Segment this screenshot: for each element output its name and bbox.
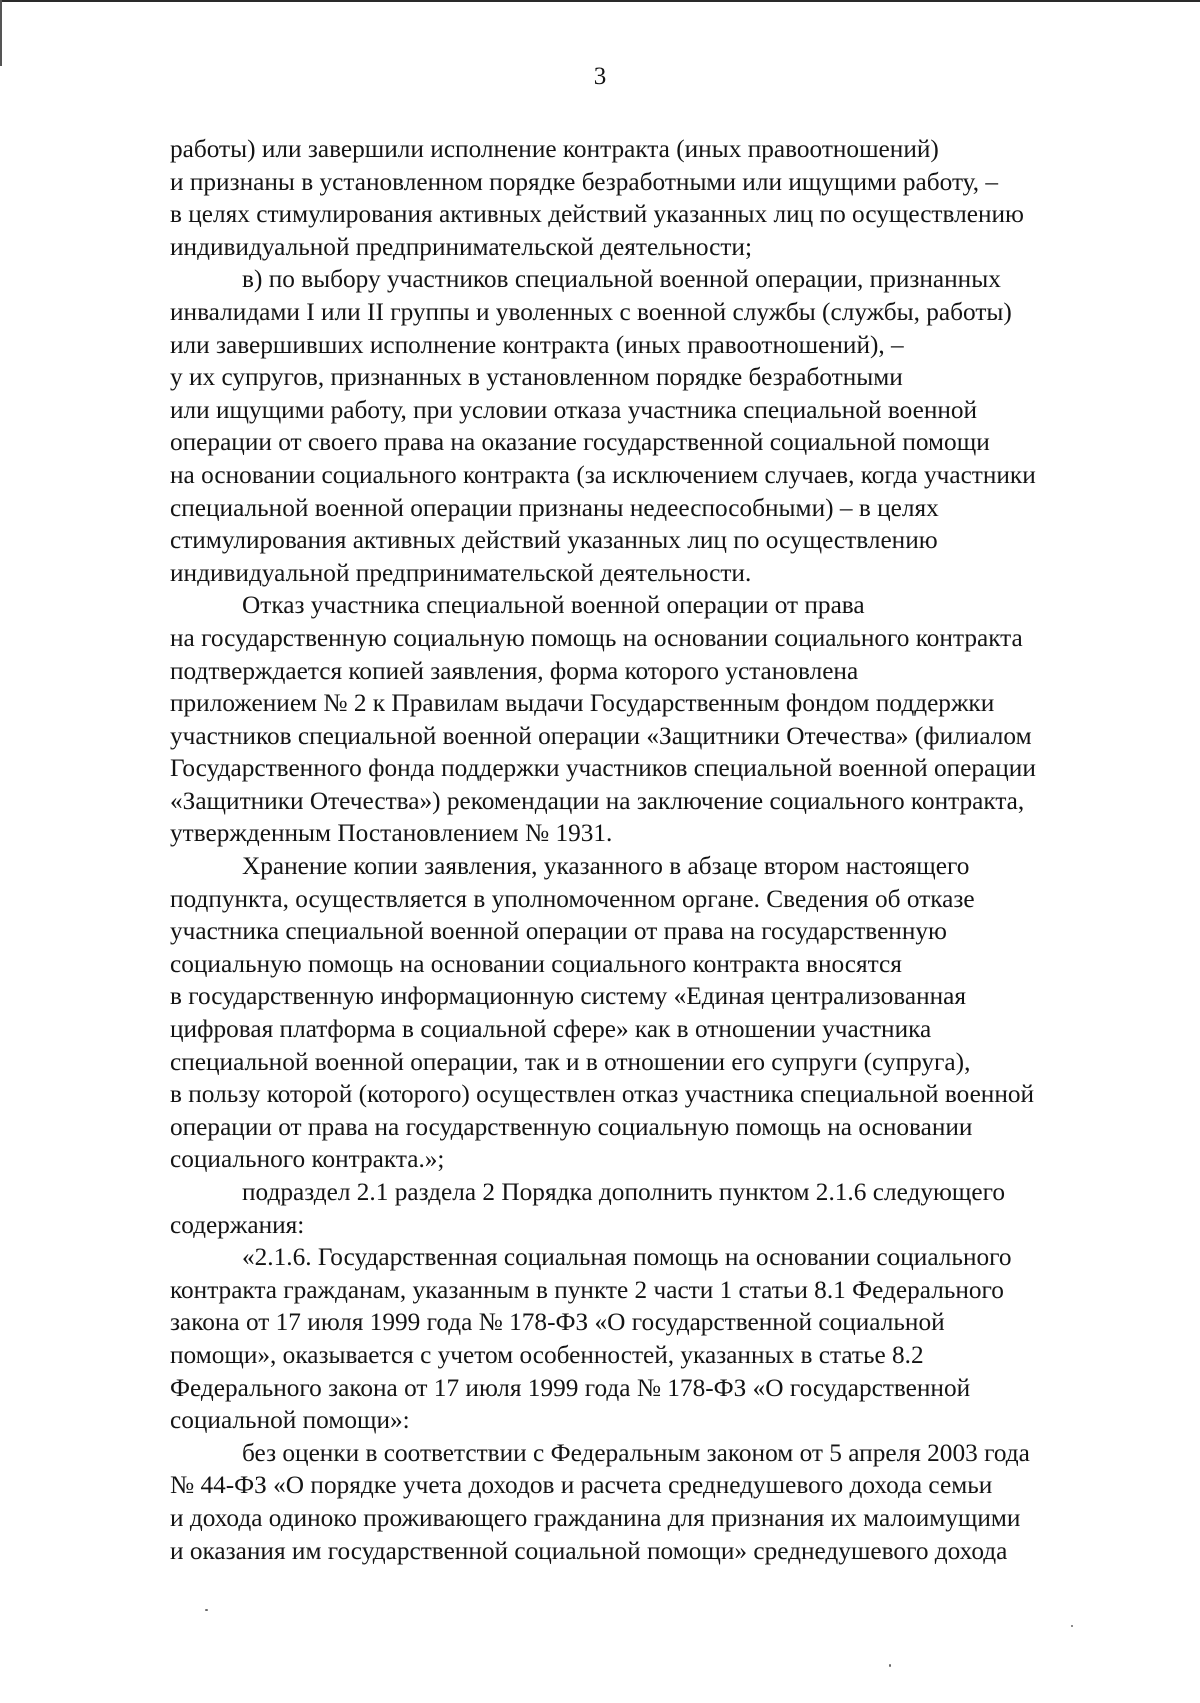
scan-speck	[1071, 1625, 1073, 1627]
text-line: без оценки в соответствии с Федеральным законом от 5 апреля 2003 года	[242, 1438, 1030, 1467]
text-line: операции от своего права на оказание государственной социальной помощи	[170, 428, 990, 457]
text-line: цифровая платформа в социальной сфере» как в отношении участника	[170, 1015, 932, 1044]
text-line: социальной помощи»:	[170, 1406, 410, 1435]
text-line: Хранение копии заявления, указанного в абзаце втором настоящего	[242, 852, 970, 881]
scan-speck	[205, 1609, 208, 1611]
text-line: инвалидами I или II группы и уволенных с военной службы (службы, работы)	[170, 297, 1012, 326]
text-line: в государственную информационную систему «Единая централизованная	[170, 982, 967, 1011]
text-line: на государственную социальную помощь на основании социального контракта	[170, 623, 1023, 652]
text-line: контракта гражданам, указанным в пункте 2 части 1 статьи 8.1 Федерального	[170, 1275, 1004, 1304]
text-line: работы) или завершили исполнение контракта (иных правоотношений)	[170, 135, 939, 163]
text-line: участников специальной военной операции «Защитники Отечества» (филиалом	[170, 721, 1032, 750]
text-line: в) по выбору участников специальной военной операции, признанных	[242, 265, 1001, 294]
text-line: социальную помощь на основании социального контракта вносятся	[170, 949, 902, 978]
text-line: стимулирования активных действий указанных лиц по осуществлению	[170, 526, 938, 555]
scan-edge-left	[0, 0, 2, 66]
text-line: № 44-ФЗ «О порядке учета доходов и расчета среднедушевого дохода семьи	[170, 1471, 993, 1500]
text-line: подраздел 2.1 раздела 2 Порядка дополнить пунктом 2.1.6 следующего	[242, 1178, 1005, 1206]
text-line: помощи», оказывается с учетом особенностей, указанных в статье 8.2	[170, 1340, 924, 1369]
text-line: специальной военной операции признаны недееспособными) – в целях	[170, 493, 939, 522]
text-line: специальной военной операции, так и в отношении его супруги (супруга),	[170, 1047, 971, 1076]
text-line: «2.1.6. Государственная социальная помощь на основании социального	[242, 1243, 1012, 1272]
text-line: в целях стимулирования активных действий указанных лиц по осуществлению	[170, 200, 1024, 229]
text-line: подтверждается копией заявления, форма которого установлена	[170, 656, 859, 685]
document-body	[170, 133, 1156, 1567]
text-line: подпункта, осуществляется в уполномоченном органе. Сведения об отказе	[170, 884, 975, 913]
text-line: «Защитники Отечества») рекомендации на заключение социального контракта,	[170, 786, 1025, 815]
text-line: в пользу которой (которого) осуществлен отказ участника специальной военной	[170, 1080, 1035, 1109]
text-line: у их супругов, признанных в установленном порядке безработными	[170, 363, 903, 392]
text-line: и дохода одиноко проживающего гражданина для признания их малоимущими	[170, 1503, 1021, 1532]
text-line: Федерального закона от 17 июля 1999 года № 178-ФЗ «О государственной	[170, 1373, 971, 1402]
text-line: участника специальной военной операции от права на государственную	[170, 917, 947, 946]
page-number: 3	[593, 63, 607, 90]
text-line: закона от 17 июля 1999 года № 178-ФЗ «О государственной социальной	[170, 1308, 945, 1337]
text-line: содержания:	[170, 1210, 305, 1239]
text-line: социального контракта.»;	[170, 1145, 445, 1174]
text-line: индивидуальной предпринимательской деятельности;	[170, 232, 753, 261]
text-line: или завершивших исполнение контракта (иных правоотношений), –	[170, 330, 904, 359]
text-line: Государственного фонда поддержки участников специальной военной операции	[170, 754, 1036, 783]
text-line: индивидуальной предпринимательской деятельности.	[170, 558, 752, 587]
text-line: и признаны в установленном порядке безработными или ищущими работу, –	[170, 167, 999, 196]
text-line: и оказания им государственной социальной помощи» среднедушевого дохода	[170, 1536, 1008, 1565]
text-line: приложением № 2 к Правилам выдачи Государственным фондом поддержки	[170, 689, 995, 718]
text-line: Отказ участника специальной военной операции от права	[242, 591, 865, 620]
scan-edge-top	[0, 0, 1200, 2]
text-line: или ищущими работу, при условии отказа участника специальной военной	[170, 395, 978, 424]
text-line: операции от права на государственную социальную помощь на основании	[170, 1112, 973, 1141]
text-line: на основании социального контракта (за исключением случаев, когда участники	[170, 460, 1036, 489]
text-line: утвержденным Постановлением № 1931.	[170, 819, 613, 848]
scan-speck	[889, 1664, 891, 1667]
